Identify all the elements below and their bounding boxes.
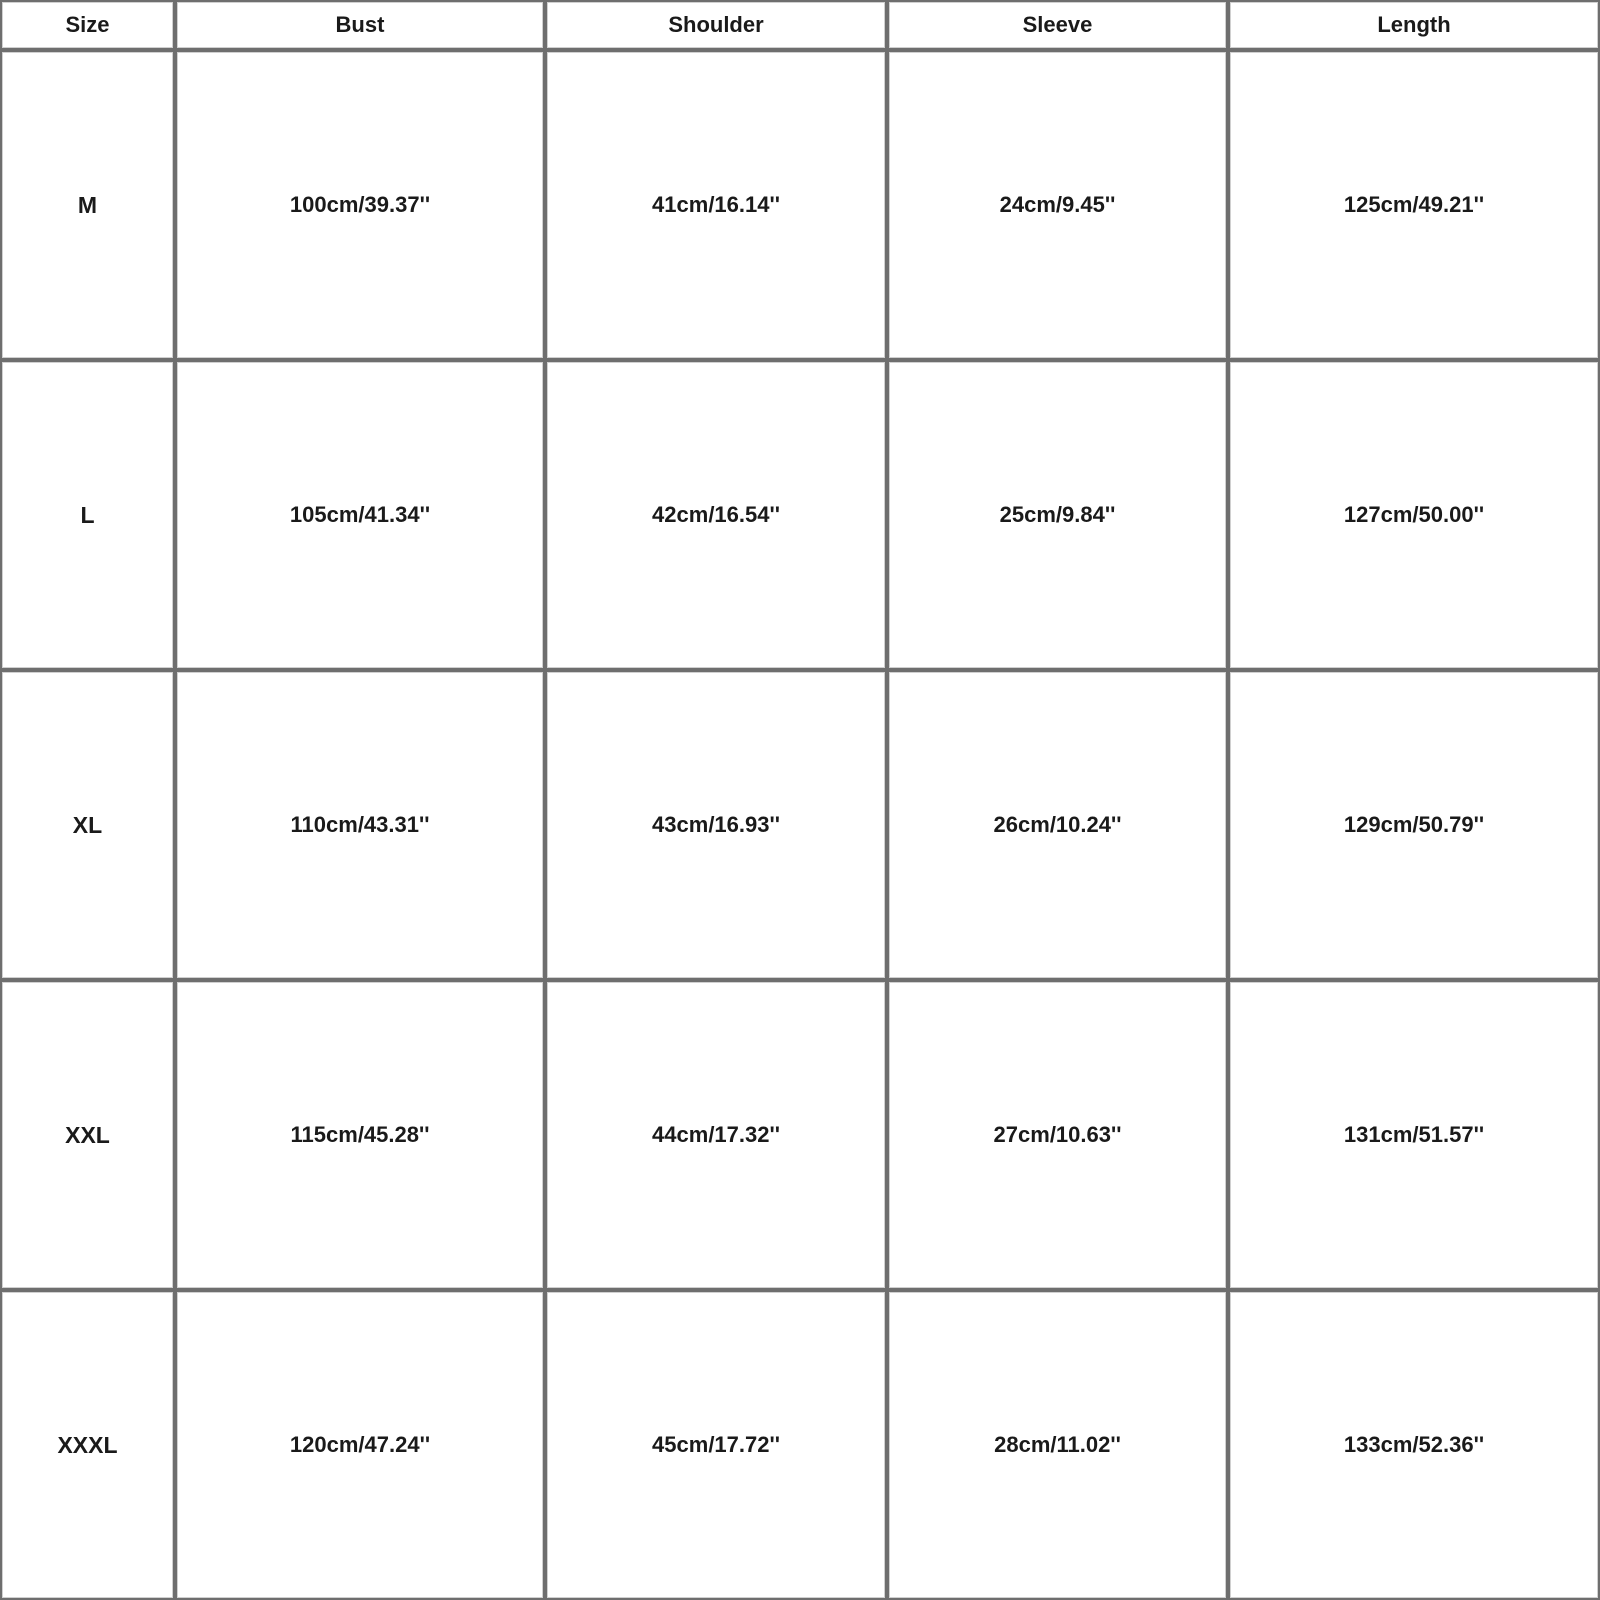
length-cell: 125cm/49.21'' [1228, 50, 1600, 360]
header-bust: Bust [175, 0, 545, 50]
length-cell: 131cm/51.57'' [1228, 980, 1600, 1290]
bust-cell: 120cm/47.24'' [175, 1290, 545, 1600]
size-cell: XXXL [0, 1290, 175, 1600]
bust-cell: 115cm/45.28'' [175, 980, 545, 1290]
table-row [0, 50, 1600, 360]
table-row [0, 1290, 1600, 1600]
shoulder-cell: 41cm/16.14'' [545, 50, 887, 360]
shoulder-cell: 43cm/16.93'' [545, 670, 887, 980]
header-sleeve: Sleeve [887, 0, 1228, 50]
table-row [0, 980, 1600, 1290]
header-size: Size [0, 0, 175, 50]
sleeve-cell: 24cm/9.45'' [887, 50, 1228, 360]
sleeve-cell: 25cm/9.84'' [887, 360, 1228, 670]
sleeve-cell: 26cm/10.24'' [887, 670, 1228, 980]
shoulder-cell: 45cm/17.72'' [545, 1290, 887, 1600]
bust-cell: 110cm/43.31'' [175, 670, 545, 980]
table-header [0, 0, 1600, 50]
size-cell: XL [0, 670, 175, 980]
length-cell: 133cm/52.36'' [1228, 1290, 1600, 1600]
table-row [0, 670, 1600, 980]
header-length: Length [1228, 0, 1600, 50]
table-row [0, 360, 1600, 670]
header-shoulder: Shoulder [545, 0, 887, 50]
shoulder-cell: 44cm/17.32'' [545, 980, 887, 1290]
table-body [0, 50, 1600, 1600]
size-cell: L [0, 360, 175, 670]
size-cell: M [0, 50, 175, 360]
size-cell: XXL [0, 980, 175, 1290]
shoulder-cell: 42cm/16.54'' [545, 360, 887, 670]
sleeve-cell: 28cm/11.02'' [887, 1290, 1228, 1600]
length-cell: 129cm/50.79'' [1228, 670, 1600, 980]
sleeve-cell: 27cm/10.63'' [887, 980, 1228, 1290]
header-row [0, 0, 1600, 50]
bust-cell: 100cm/39.37'' [175, 50, 545, 360]
bust-cell: 105cm/41.34'' [175, 360, 545, 670]
length-cell: 127cm/50.00'' [1228, 360, 1600, 670]
